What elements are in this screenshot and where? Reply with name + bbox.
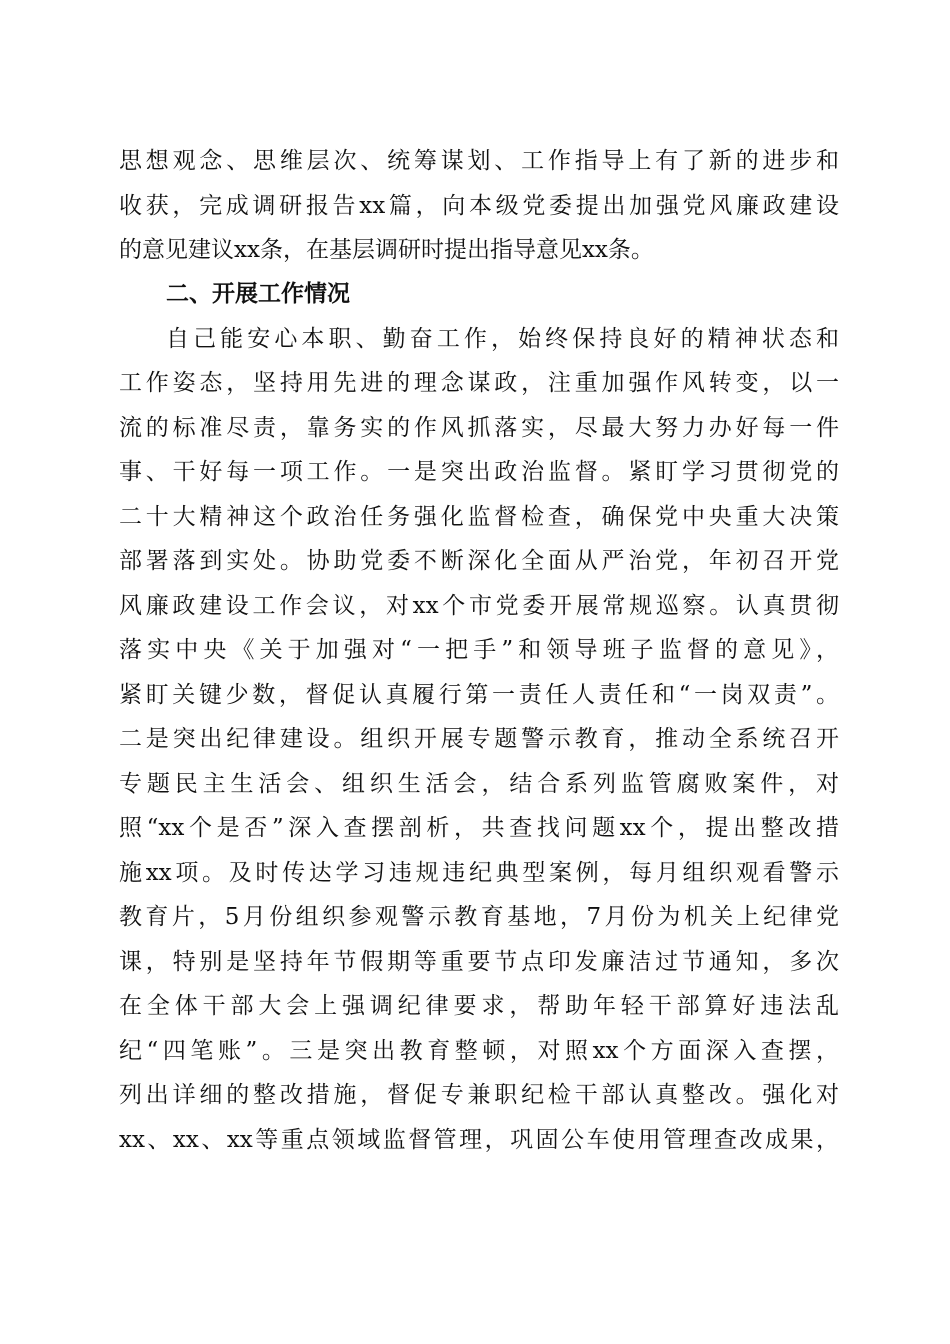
paragraph-line: 风廉政建设工作会议，对xx个市党委开展常规巡察。认真贯彻 [119,593,839,619]
paragraph-line: 课，特别是坚持年节假期等重要节点印发廉洁过节通知，多次 [119,949,839,975]
paragraph-line: 部署落到实处。协助党委不断深化全面从严治党，年初召开党 [119,548,839,574]
paragraph-line: 工作姿态，坚持用先进的理念谋政，注重加强作风转变，以一 [119,370,839,396]
paragraph-line: 自己能安心本职、勤奋工作，始终保持良好的精神状态和 [166,326,839,352]
paragraph-line: xx、xx、xx等重点领域监督管理，巩固公车使用管理查改成果， [119,1127,839,1153]
paragraph-line: 列出详细的整改措施，督促专兼职纪检干部认真整改。强化对 [119,1082,839,1108]
paragraph-line: 纪“四笔账”。三是突出教育整顿，对照xx个方面深入查摆， [119,1038,839,1064]
paragraph-line: 专题民主生活会、组织生活会，结合系列监管腐败案件，对 [119,771,839,797]
paragraph-line: 在全体干部大会上强调纪律要求，帮助年轻干部算好违法乱 [119,993,839,1019]
paragraph-line: 施xx项。及时传达学习违规违纪典型案例，每月组织观看警示 [119,860,839,886]
paragraph-line: 照“xx个是否”深入查摆剖析，共查找问题xx个，提出整改措 [119,815,839,841]
paragraph-line: 流的标准尽责，靠务实的作风抓落实，尽最大努力办好每一件 [119,415,839,441]
paragraph-line: 事、干好每一项工作。一是突出政治监督。紧盯学习贯彻党的 [119,459,839,485]
paragraph-line: 教育片，5月份组织参观警示教育基地，7月份为机关上纪律党 [119,904,839,930]
section-heading: 二、开展工作情况 [166,281,350,307]
paragraph-line: 思想观念、思维层次、统筹谋划、工作指导上有了新的进步和 [119,148,839,174]
paragraph-line: 的意见建议xx条，在基层调研时提出指导意见xx条。 [119,237,654,263]
paragraph-line: 二是突出纪律建设。组织开展专题警示教育，推动全系统召开 [119,726,839,752]
paragraph-line: 收获，完成调研报告xx篇，向本级党委提出加强党风廉政建设 [119,193,839,219]
paragraph-line: 二十大精神这个政治任务强化监督检查，确保党中央重大决策 [119,504,839,530]
paragraph-line: 紧盯关键少数，督促认真履行第一责任人责任和“一岗双责”。 [119,682,839,708]
paragraph-line: 落实中央《关于加强对“一把手”和领导班子监督的意见》， [119,637,839,663]
